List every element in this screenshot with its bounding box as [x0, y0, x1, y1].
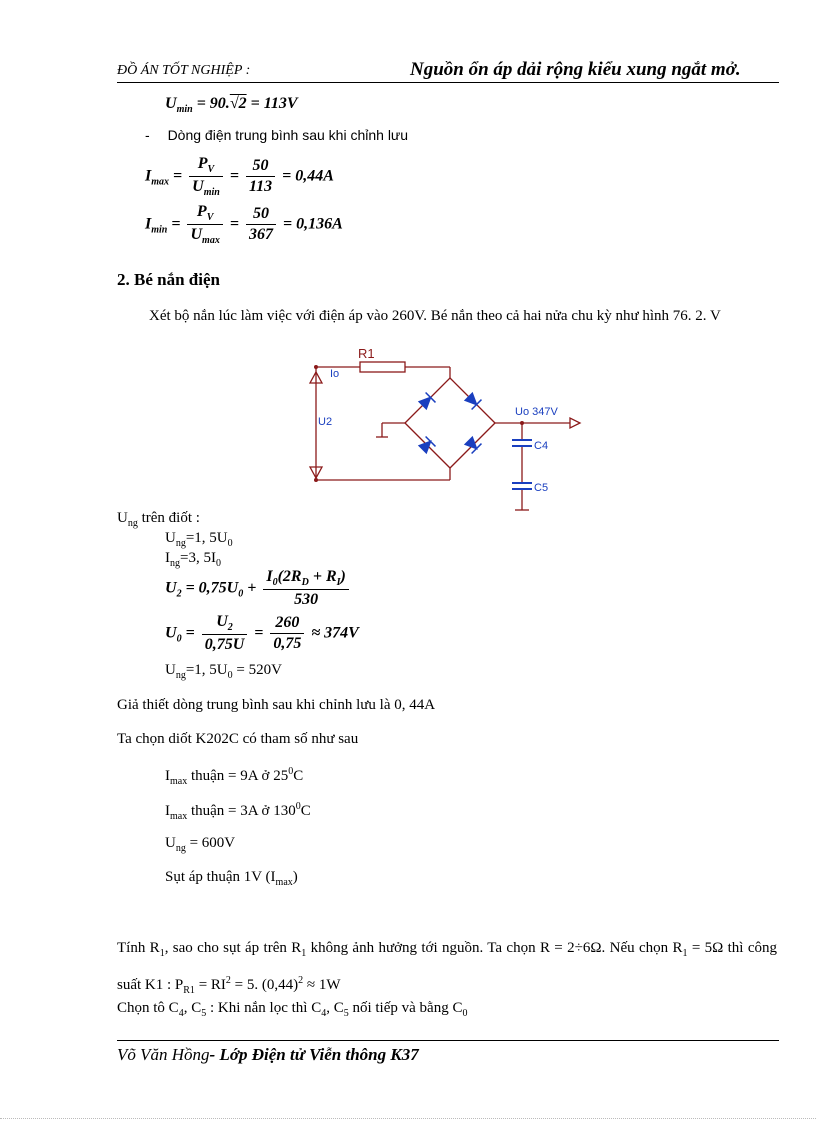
- footer-rule: [117, 1040, 779, 1041]
- ing-line: $I_{ng}=3$, $5I_0$: [165, 550, 221, 569]
- footer: Võ Văn Hồng- Lớp Điện tử Viễn thông K37: [117, 1045, 419, 1064]
- para-intro: Xét bộ nắn lúc làm việc với điện áp vào 260V. Bé nắn theo cả hai nửa chu kỳ như hình 76. 2. V: [149, 308, 721, 324]
- ung-title: $U_{ng}$ trên điốt :: [117, 510, 200, 529]
- rectifier-circuit: [300, 345, 600, 520]
- ung-line1: $U_{ng}=1$, $5U_0$: [165, 530, 233, 549]
- bullet-avg-current: - Dòng điện trung bình sau khi chỉnh lưu: [145, 127, 409, 143]
- spec-ung: $U_{ng} = 600V$: [165, 835, 236, 854]
- page-bottom-border: [0, 1118, 816, 1120]
- spec-imax-25: $I_{max}$ thuận = 9A ở $25^0C$: [165, 766, 304, 787]
- eq-u0: $U_0$ = $\frac{U_2}{0,75U}$ = $\frac{260}{0,75}$ ≈ 374V: [165, 613, 359, 654]
- label-r1: R1: [358, 346, 375, 361]
- para-assume: Giả thiết dòng trung bình sau khi chỉnh lưu là 0, 44A: [117, 697, 436, 713]
- para-choose: Ta chọn diốt K202C có tham số như sau: [117, 731, 359, 747]
- eq-imin: $I_{min}$ = $\frac{P_V}{U_{max}}$ = $\frac{50}{367}$ = 0,136A: [145, 203, 343, 247]
- label-c4: C4: [534, 440, 549, 452]
- output-arrow-icon: [570, 418, 580, 428]
- header-rule: [117, 82, 779, 83]
- label-uo: Uo 347V: [515, 406, 558, 418]
- spec-imax-130: $I_{max}$ thuận = 3A ở $130^0C$: [165, 801, 311, 822]
- para-capacitors: Chọn tô $C_4$, $C_5$ : Khi nắn lọc thì $C_4$, $C_5$ nối tiếp và bằng $C_0$: [117, 1000, 468, 1019]
- eq-imax: $I_{max}$ = $\frac{P_V}{U_{min}}$ = $\frac{50}{113}$ = 0,44A: [145, 155, 334, 199]
- para-r1: Tính $R_1$, sao cho sụt áp trên $R_1$ không ảnh hưởng tới nguồn. Ta chọn R = 2÷6Ω. Nếu chọn $R_1 = 5\Omega$ thì công suất K1 : $P_{R1} = RI^2 = 5$. $(0,44)^2 \approx 1W$: [117, 940, 777, 996]
- section-title: 2. Bé nắn điện: [117, 270, 220, 289]
- eq-u2: $U_2 = 0,75U_0$ + $\frac{I_0(2R_D + R_I)}{530}$: [165, 568, 352, 609]
- spec-forward-drop: Sụt áp thuận 1V $(I_{max})$: [165, 869, 298, 888]
- label-io: Io: [330, 368, 340, 380]
- header-left: ĐỒ ÁN TỐT NGHIỆP :: [117, 63, 251, 78]
- eq-umin: $U_{min} = 90.√2 = 113V$: [165, 95, 298, 116]
- label-c5: C5: [534, 482, 549, 494]
- label-u2: U2: [318, 416, 333, 428]
- header-right: Nguồn ổn áp dải rộng kiểu xung ngắt mở.: [410, 59, 741, 80]
- ung-line2: $U_{ng}=1$, $5U_0 = 520V$: [165, 662, 282, 681]
